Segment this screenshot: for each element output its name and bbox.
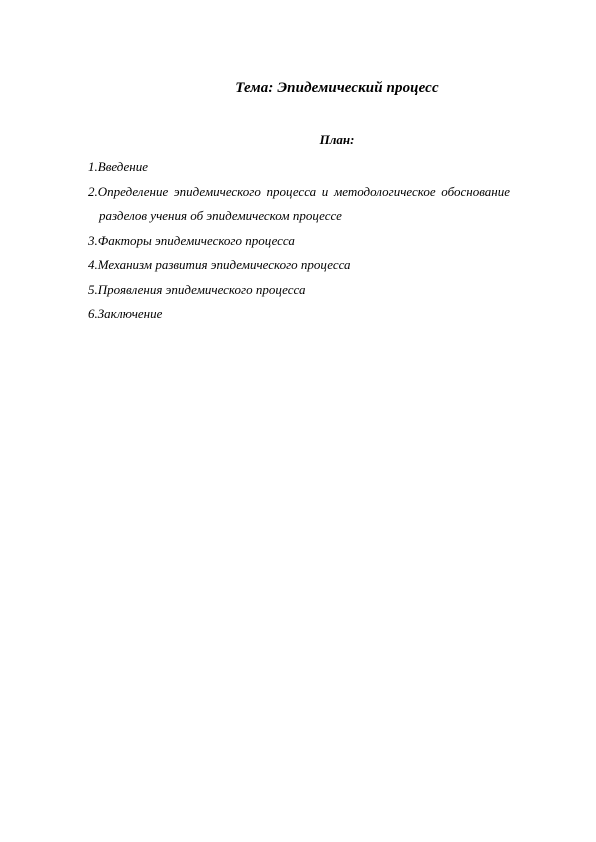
toc-item-3 (88, 229, 510, 254)
toc-item-text: Факторы эпидемического процесса (97, 232, 295, 248)
toc-item-number: 2. (88, 183, 98, 199)
toc-item-number: 3. (88, 232, 98, 248)
toc-item-number: 5. (88, 281, 98, 297)
toc-item-4 (88, 253, 510, 278)
toc-item-1 (88, 155, 510, 180)
plan-heading: План: (319, 132, 355, 147)
toc-item-text: Определение эпидемического процесса и методологическое обоснование (97, 183, 510, 199)
toc-item-text: Введение (97, 159, 149, 174)
toc-item-text: Заключение (97, 306, 163, 321)
toc-item-text: Проявления эпидемического процесса (97, 281, 306, 297)
toc-item-5 (88, 278, 510, 303)
toc-item-text: Механизм развития эпидемического процесса (97, 257, 351, 272)
toc-item-number: 4. (88, 257, 98, 272)
toc-item-6 (88, 302, 510, 327)
table-of-contents (88, 155, 510, 327)
toc-item-number: 6. (88, 306, 98, 321)
toc-item-2 (88, 180, 510, 205)
toc-item-number: 1. (88, 159, 98, 174)
document-title: Тема: Эпидемический процесс (235, 80, 439, 96)
toc-item-2-continuation: разделов учения об эпидемическом процессе (99, 208, 342, 223)
